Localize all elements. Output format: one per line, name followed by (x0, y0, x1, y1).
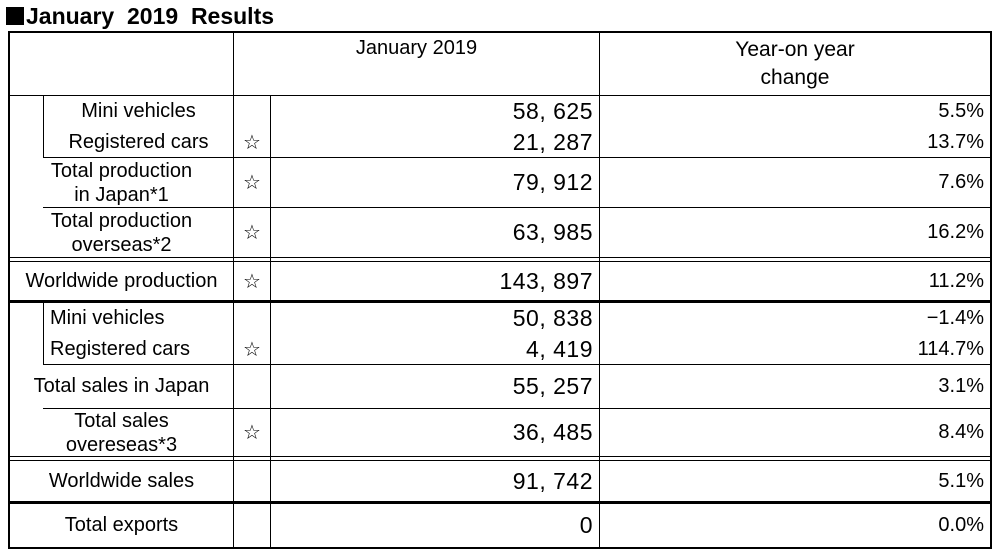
row-change: 5.1% (938, 469, 984, 492)
row-value: 4, 419 (526, 335, 593, 362)
row-change: 8.4% (938, 421, 984, 443)
row-value: 36, 485 (512, 419, 593, 446)
results-table (8, 31, 992, 549)
row-label: Total sales in Japan (33, 375, 210, 397)
row-label: Registered cars (50, 337, 191, 360)
row-value: 0 (579, 512, 593, 539)
row-value: 50, 838 (512, 304, 593, 331)
row-value: 58, 625 (512, 97, 593, 124)
star-icon: ☆ (243, 220, 261, 244)
row-change: 11.2% (928, 269, 984, 292)
row-label: Total production overseas*2 (50, 209, 193, 256)
row-label: Mini vehicles (50, 306, 165, 329)
row-change: 13.7% (927, 130, 984, 153)
row-value: 21, 287 (512, 128, 593, 155)
star-icon: ☆ (243, 336, 261, 361)
row-value: 143, 897 (499, 267, 593, 294)
row-label: Registered cars (68, 130, 209, 153)
page-title-text: January 2019 Results (26, 3, 275, 29)
row-change: 7.6% (938, 171, 984, 193)
row-label: Total sales overeseas*3 (65, 409, 178, 456)
star-icon: ☆ (243, 170, 261, 194)
black-square-icon (6, 7, 24, 25)
row-label: Worldwide sales (48, 469, 195, 492)
star-icon: ☆ (243, 129, 261, 154)
star-icon: ☆ (243, 268, 261, 293)
row-change: 114.7% (917, 337, 984, 360)
header-yoy-change: Year-on year change (735, 38, 855, 89)
row-change: 16.2% (927, 221, 984, 243)
row-value: 63, 985 (512, 219, 593, 246)
row-change: 5.5% (938, 99, 984, 122)
header-january-2019: January 2019 (355, 36, 478, 59)
row-label: Total exports (64, 514, 179, 536)
row-value: 79, 912 (512, 169, 593, 196)
page-title (6, 1, 274, 31)
row-change: 0.0% (938, 514, 984, 536)
row-change: 3.1% (938, 375, 984, 397)
star-icon: ☆ (243, 420, 261, 444)
grid-line (10, 257, 990, 258)
row-label: Mini vehicles (81, 99, 196, 122)
row-label: Total production in Japan*1 (50, 159, 193, 206)
row-label: Worldwide production (25, 269, 218, 292)
row-value: 55, 257 (512, 373, 593, 400)
row-value: 91, 742 (512, 467, 593, 494)
row-change: −1.4% (926, 306, 984, 329)
grid-line (43, 302, 44, 364)
